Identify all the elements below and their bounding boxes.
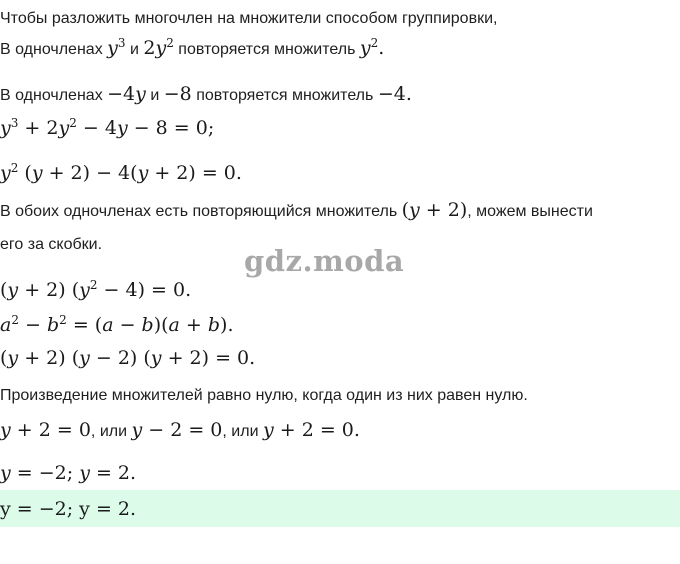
- equation-4: $a^2 - b^2 = (a - b)(a + b)$.: [0, 313, 234, 336]
- line-2-text-b: и: [129, 41, 139, 58]
- watermark-logo: gdz.moda: [244, 244, 405, 278]
- line-4-text-b: , можем вынести: [467, 203, 593, 220]
- math-minus-4y: −4y: [107, 83, 146, 105]
- math-y-plus-2: (y + 2): [401, 199, 468, 221]
- answer-box: [0, 490, 680, 527]
- math-eq-c: y + 2 = 0.: [262, 419, 360, 441]
- line-6-text: Произведение множителей равно нулю, когда один из них равен нулю.: [0, 387, 528, 404]
- line-2-text-c: повторяется множитель: [178, 41, 356, 58]
- equation-5: (y + 2) (y − 2) (y + 2) = 0.: [0, 347, 256, 369]
- line-3: [0, 83, 412, 107]
- line-6: [0, 385, 528, 407]
- equation-1: $y^3 + 2y^2 - 4y - 8 = 0$;: [0, 116, 215, 139]
- line-2: [0, 37, 384, 61]
- math-eq-b: y − 2 = 0: [131, 419, 223, 441]
- line-2-text-a: В одночленах: [0, 41, 103, 58]
- math-y3: $y^3$: [107, 36, 126, 59]
- line-1: [0, 8, 497, 30]
- math-minus-4: −4.: [377, 83, 412, 105]
- line-5: [0, 234, 102, 256]
- line-1-text: Чтобы разложить многочлен на множители способом группировки,: [0, 10, 498, 27]
- answer-text: y = −2; y = 2.: [0, 498, 137, 520]
- line-4: [0, 199, 593, 223]
- solution-line: y = −2; y = 2.: [0, 462, 137, 484]
- line-7-text-b: , или: [222, 423, 259, 440]
- equation-2: $y^2$ (y + 2) − 4(y + 2) = 0.: [0, 161, 242, 184]
- equation-3: (y + 2) $(y^2 - 4) = 0$.: [0, 278, 192, 301]
- math-eq-a: y + 2 = 0: [0, 419, 91, 441]
- line-3-text-b: и: [150, 87, 160, 104]
- math-y2: $y^2$.: [359, 36, 385, 59]
- line-5-text: его за скобки.: [0, 236, 103, 253]
- line-7-text-a: , или: [90, 423, 128, 440]
- line-7: [0, 419, 360, 443]
- line-4-text-a: В обоих одночленах есть повторяющийся множитель: [0, 203, 398, 220]
- line-3-text-c: повторяется множитель: [196, 87, 374, 104]
- math-2y2: $2y^2$: [143, 36, 174, 59]
- line-3-text-a: В одночленах: [0, 87, 103, 104]
- math-minus-8: −8: [163, 83, 192, 105]
